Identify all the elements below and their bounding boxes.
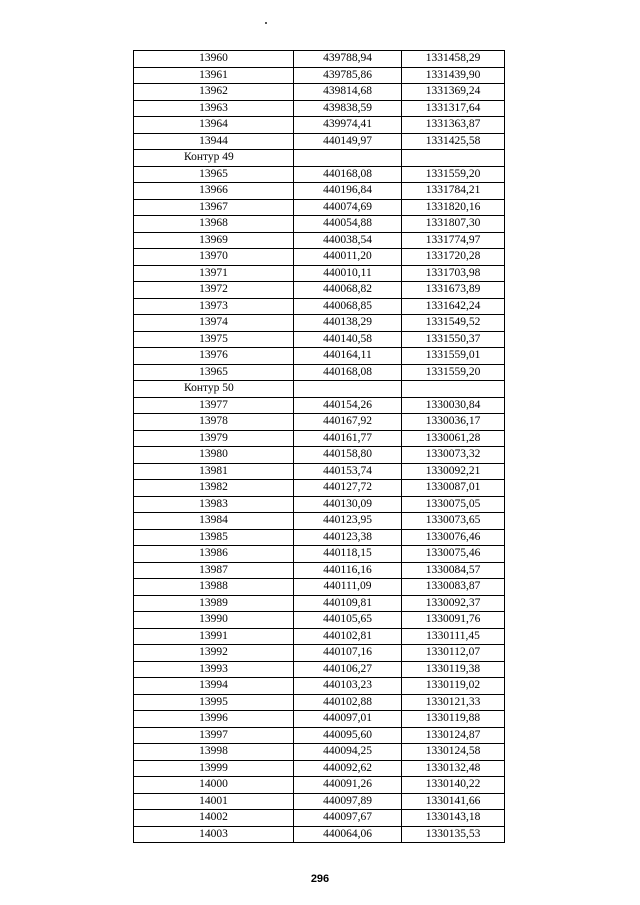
y-coordinate-cell: 1330030,84 bbox=[402, 397, 505, 414]
point-id-cell: 13968 bbox=[134, 216, 294, 233]
point-id-cell: 13966 bbox=[134, 183, 294, 200]
y-coordinate-cell: 1331549,52 bbox=[402, 315, 505, 332]
y-coordinate-cell: 1331369,24 bbox=[402, 84, 505, 101]
y-coordinate-cell: 1330084,57 bbox=[402, 562, 505, 579]
x-coordinate-cell: 440105,65 bbox=[294, 612, 402, 629]
x-coordinate-cell: 440161,77 bbox=[294, 430, 402, 447]
x-coordinate-cell: 440127,72 bbox=[294, 480, 402, 497]
point-id-cell: 13973 bbox=[134, 298, 294, 315]
y-coordinate-cell: 1331703,98 bbox=[402, 265, 505, 282]
y-coordinate-cell: 1331559,20 bbox=[402, 166, 505, 183]
x-coordinate-cell: 440123,95 bbox=[294, 513, 402, 530]
empty-cell bbox=[402, 150, 505, 167]
y-coordinate-cell: 1330140,22 bbox=[402, 777, 505, 794]
table-row bbox=[134, 513, 505, 530]
x-coordinate-cell: 440010,11 bbox=[294, 265, 402, 282]
table-row bbox=[134, 447, 505, 464]
contour-label: Контур 50 bbox=[134, 381, 294, 398]
y-coordinate-cell: 1331550,37 bbox=[402, 331, 505, 348]
table-row bbox=[134, 364, 505, 381]
point-id-cell: 13965 bbox=[134, 364, 294, 381]
y-coordinate-cell: 1330036,17 bbox=[402, 414, 505, 431]
x-coordinate-cell: 440140,58 bbox=[294, 331, 402, 348]
point-id-cell: 13981 bbox=[134, 463, 294, 480]
table-row bbox=[134, 100, 505, 117]
table-row bbox=[134, 331, 505, 348]
point-id-cell: 13978 bbox=[134, 414, 294, 431]
point-id-cell: 13944 bbox=[134, 133, 294, 150]
table-row bbox=[134, 166, 505, 183]
x-coordinate-cell: 440138,29 bbox=[294, 315, 402, 332]
y-coordinate-cell: 1330111,45 bbox=[402, 628, 505, 645]
y-coordinate-cell: 1330076,46 bbox=[402, 529, 505, 546]
point-id-cell: 13997 bbox=[134, 727, 294, 744]
y-coordinate-cell: 1330124,58 bbox=[402, 744, 505, 761]
x-coordinate-cell: 439814,68 bbox=[294, 84, 402, 101]
empty-cell bbox=[294, 150, 402, 167]
point-id-cell: 13964 bbox=[134, 117, 294, 134]
x-coordinate-cell: 440168,08 bbox=[294, 166, 402, 183]
table-row bbox=[134, 645, 505, 662]
contour-header-row bbox=[134, 150, 505, 167]
x-coordinate-cell: 440011,20 bbox=[294, 249, 402, 266]
table-row bbox=[134, 199, 505, 216]
table-row bbox=[134, 760, 505, 777]
y-coordinate-cell: 1330073,32 bbox=[402, 447, 505, 464]
coordinates-table bbox=[133, 50, 505, 843]
point-id-cell: 13982 bbox=[134, 480, 294, 497]
x-coordinate-cell: 440095,60 bbox=[294, 727, 402, 744]
table-row bbox=[134, 430, 505, 447]
y-coordinate-cell: 1330141,66 bbox=[402, 793, 505, 810]
table-row bbox=[134, 232, 505, 249]
y-coordinate-cell: 1331363,87 bbox=[402, 117, 505, 134]
point-id-cell: 13996 bbox=[134, 711, 294, 728]
table-row bbox=[134, 496, 505, 513]
point-id-cell: 13991 bbox=[134, 628, 294, 645]
table-row bbox=[134, 265, 505, 282]
y-coordinate-cell: 1331458,29 bbox=[402, 51, 505, 68]
point-id-cell: 13980 bbox=[134, 447, 294, 464]
x-coordinate-cell: 439785,86 bbox=[294, 67, 402, 84]
table-row bbox=[134, 414, 505, 431]
x-coordinate-cell: 440068,82 bbox=[294, 282, 402, 299]
table-row bbox=[134, 529, 505, 546]
point-id-cell: 13963 bbox=[134, 100, 294, 117]
point-id-cell: 14003 bbox=[134, 826, 294, 843]
point-id-cell: 13990 bbox=[134, 612, 294, 629]
table-row bbox=[134, 727, 505, 744]
x-coordinate-cell: 440064,06 bbox=[294, 826, 402, 843]
table-row bbox=[134, 183, 505, 200]
x-coordinate-cell: 439838,59 bbox=[294, 100, 402, 117]
y-coordinate-cell: 1331784,21 bbox=[402, 183, 505, 200]
x-coordinate-cell: 440054,88 bbox=[294, 216, 402, 233]
point-id-cell: 13961 bbox=[134, 67, 294, 84]
y-coordinate-cell: 1331317,64 bbox=[402, 100, 505, 117]
point-id-cell: 13975 bbox=[134, 331, 294, 348]
y-coordinate-cell: 1331673,89 bbox=[402, 282, 505, 299]
y-coordinate-cell: 1330075,46 bbox=[402, 546, 505, 563]
x-coordinate-cell: 440164,11 bbox=[294, 348, 402, 365]
empty-cell bbox=[294, 381, 402, 398]
x-coordinate-cell: 440123,38 bbox=[294, 529, 402, 546]
x-coordinate-cell: 440154,26 bbox=[294, 397, 402, 414]
point-id-cell: 13972 bbox=[134, 282, 294, 299]
x-coordinate-cell: 440118,15 bbox=[294, 546, 402, 563]
table-row bbox=[134, 84, 505, 101]
table-row bbox=[134, 480, 505, 497]
table-row bbox=[134, 694, 505, 711]
x-coordinate-cell: 440038,54 bbox=[294, 232, 402, 249]
page-number: 296 bbox=[310, 873, 330, 885]
point-id-cell: 13970 bbox=[134, 249, 294, 266]
table-row bbox=[134, 282, 505, 299]
point-id-cell: 13969 bbox=[134, 232, 294, 249]
y-coordinate-cell: 1331425,58 bbox=[402, 133, 505, 150]
x-coordinate-cell: 440196,84 bbox=[294, 183, 402, 200]
y-coordinate-cell: 1330087,01 bbox=[402, 480, 505, 497]
table-row bbox=[134, 628, 505, 645]
point-id-cell: 14000 bbox=[134, 777, 294, 794]
x-coordinate-cell: 440102,88 bbox=[294, 694, 402, 711]
table-row bbox=[134, 67, 505, 84]
table-row bbox=[134, 661, 505, 678]
table-row bbox=[134, 51, 505, 68]
x-coordinate-cell: 440097,89 bbox=[294, 793, 402, 810]
point-id-cell: 13976 bbox=[134, 348, 294, 365]
x-coordinate-cell: 440130,09 bbox=[294, 496, 402, 513]
y-coordinate-cell: 1330135,53 bbox=[402, 826, 505, 843]
y-coordinate-cell: 1330092,21 bbox=[402, 463, 505, 480]
x-coordinate-cell: 440068,85 bbox=[294, 298, 402, 315]
table-row bbox=[134, 810, 505, 827]
table-row bbox=[134, 117, 505, 134]
point-id-cell: 13979 bbox=[134, 430, 294, 447]
table-row bbox=[134, 711, 505, 728]
x-coordinate-cell: 440107,16 bbox=[294, 645, 402, 662]
y-coordinate-cell: 1331642,24 bbox=[402, 298, 505, 315]
y-coordinate-cell: 1330073,65 bbox=[402, 513, 505, 530]
x-coordinate-cell: 440091,26 bbox=[294, 777, 402, 794]
table-row bbox=[134, 348, 505, 365]
x-coordinate-cell: 440103,23 bbox=[294, 678, 402, 695]
y-coordinate-cell: 1330112,07 bbox=[402, 645, 505, 662]
table-row bbox=[134, 826, 505, 843]
y-coordinate-cell: 1330119,88 bbox=[402, 711, 505, 728]
point-id-cell: 13985 bbox=[134, 529, 294, 546]
point-id-cell: 13995 bbox=[134, 694, 294, 711]
table-row bbox=[134, 216, 505, 233]
table-row bbox=[134, 298, 505, 315]
point-id-cell: 13965 bbox=[134, 166, 294, 183]
table-row bbox=[134, 463, 505, 480]
point-id-cell: 13974 bbox=[134, 315, 294, 332]
y-coordinate-cell: 1330061,28 bbox=[402, 430, 505, 447]
point-id-cell: 13987 bbox=[134, 562, 294, 579]
table-row bbox=[134, 595, 505, 612]
y-coordinate-cell: 1331774,97 bbox=[402, 232, 505, 249]
point-id-cell: 13971 bbox=[134, 265, 294, 282]
x-coordinate-cell: 440158,80 bbox=[294, 447, 402, 464]
table-row bbox=[134, 612, 505, 629]
y-coordinate-cell: 1330092,37 bbox=[402, 595, 505, 612]
x-coordinate-cell: 440097,67 bbox=[294, 810, 402, 827]
table-row bbox=[134, 579, 505, 596]
table-row bbox=[134, 249, 505, 266]
point-id-cell: 13993 bbox=[134, 661, 294, 678]
y-coordinate-cell: 1330121,33 bbox=[402, 694, 505, 711]
y-coordinate-cell: 1331559,20 bbox=[402, 364, 505, 381]
y-coordinate-cell: 1331820,16 bbox=[402, 199, 505, 216]
table-row bbox=[134, 562, 505, 579]
y-coordinate-cell: 1330143,18 bbox=[402, 810, 505, 827]
point-id-cell: 13986 bbox=[134, 546, 294, 563]
table-row bbox=[134, 133, 505, 150]
contour-header-row bbox=[134, 381, 505, 398]
table-row bbox=[134, 678, 505, 695]
y-coordinate-cell: 1331559,01 bbox=[402, 348, 505, 365]
y-coordinate-cell: 1331439,90 bbox=[402, 67, 505, 84]
x-coordinate-cell: 439788,94 bbox=[294, 51, 402, 68]
point-id-cell: 13962 bbox=[134, 84, 294, 101]
table-row bbox=[134, 546, 505, 563]
point-id-cell: 13988 bbox=[134, 579, 294, 596]
x-coordinate-cell: 440153,74 bbox=[294, 463, 402, 480]
x-coordinate-cell: 440167,92 bbox=[294, 414, 402, 431]
contour-label: Контур 49 bbox=[134, 150, 294, 167]
x-coordinate-cell: 440102,81 bbox=[294, 628, 402, 645]
x-coordinate-cell: 440149,97 bbox=[294, 133, 402, 150]
y-coordinate-cell: 1330083,87 bbox=[402, 579, 505, 596]
y-coordinate-cell: 1330132,48 bbox=[402, 760, 505, 777]
x-coordinate-cell: 440116,16 bbox=[294, 562, 402, 579]
y-coordinate-cell: 1330119,02 bbox=[402, 678, 505, 695]
point-id-cell: 13994 bbox=[134, 678, 294, 695]
scan-speck bbox=[265, 22, 267, 24]
y-coordinate-cell: 1331807,30 bbox=[402, 216, 505, 233]
y-coordinate-cell: 1330091,76 bbox=[402, 612, 505, 629]
x-coordinate-cell: 439974,41 bbox=[294, 117, 402, 134]
point-id-cell: 13989 bbox=[134, 595, 294, 612]
x-coordinate-cell: 440074,69 bbox=[294, 199, 402, 216]
x-coordinate-cell: 440106,27 bbox=[294, 661, 402, 678]
point-id-cell: 13992 bbox=[134, 645, 294, 662]
point-id-cell: 14002 bbox=[134, 810, 294, 827]
x-coordinate-cell: 440094,25 bbox=[294, 744, 402, 761]
point-id-cell: 13998 bbox=[134, 744, 294, 761]
x-coordinate-cell: 440168,08 bbox=[294, 364, 402, 381]
table-row bbox=[134, 397, 505, 414]
point-id-cell: 14001 bbox=[134, 793, 294, 810]
table-row bbox=[134, 793, 505, 810]
table-row bbox=[134, 777, 505, 794]
y-coordinate-cell: 1331720,28 bbox=[402, 249, 505, 266]
table-row bbox=[134, 315, 505, 332]
point-id-cell: 13999 bbox=[134, 760, 294, 777]
x-coordinate-cell: 440092,62 bbox=[294, 760, 402, 777]
point-id-cell: 13983 bbox=[134, 496, 294, 513]
x-coordinate-cell: 440111,09 bbox=[294, 579, 402, 596]
x-coordinate-cell: 440109,81 bbox=[294, 595, 402, 612]
point-id-cell: 13984 bbox=[134, 513, 294, 530]
coordinates-table-body bbox=[134, 51, 505, 843]
point-id-cell: 13967 bbox=[134, 199, 294, 216]
y-coordinate-cell: 1330124,87 bbox=[402, 727, 505, 744]
point-id-cell: 13977 bbox=[134, 397, 294, 414]
table-row bbox=[134, 744, 505, 761]
y-coordinate-cell: 1330119,38 bbox=[402, 661, 505, 678]
point-id-cell: 13960 bbox=[134, 51, 294, 68]
y-coordinate-cell: 1330075,05 bbox=[402, 496, 505, 513]
x-coordinate-cell: 440097,01 bbox=[294, 711, 402, 728]
empty-cell bbox=[402, 381, 505, 398]
